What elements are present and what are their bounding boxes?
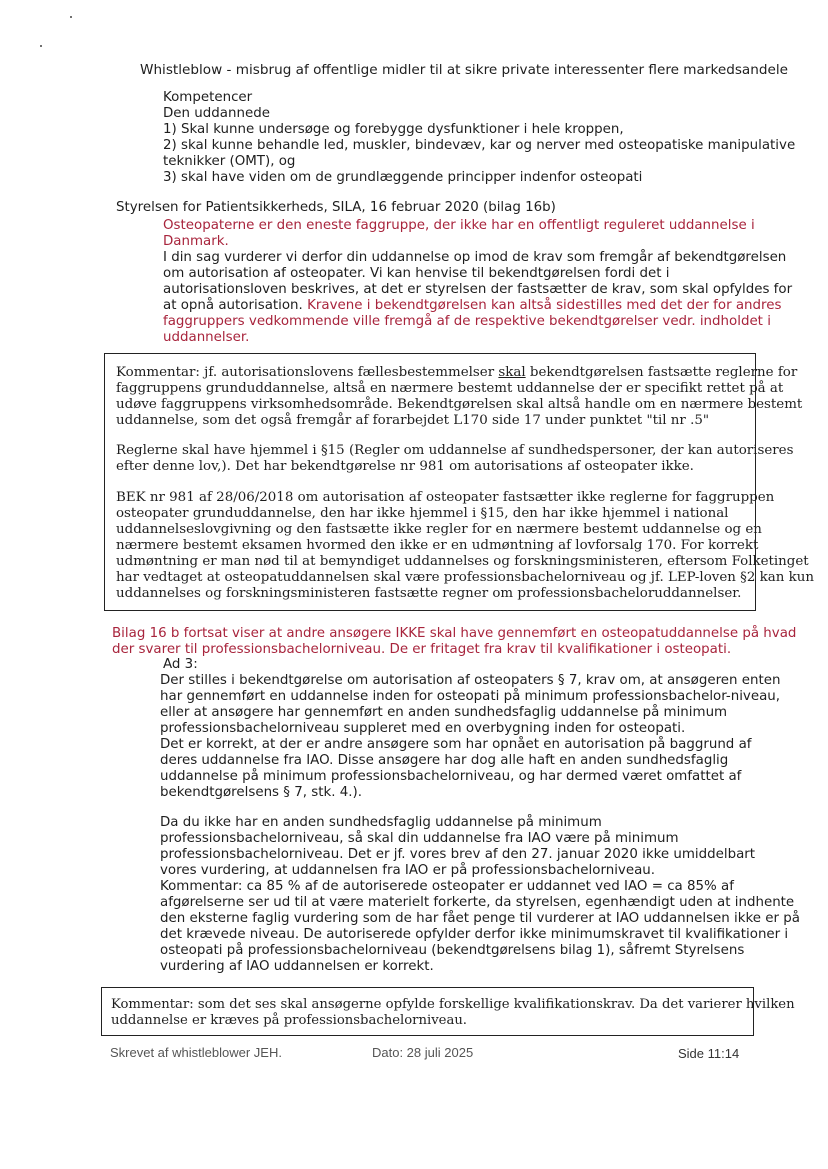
comment-2-line: Kommentar: som det ses skal ansøgerne opfylde forskellige kvalifikationskrav. Da det varierer hvilken xyxy=(111,997,795,1012)
footer-date: Dato: 28 juli 2025 xyxy=(372,1045,474,1060)
bilag-line: Da du ikke har en anden sundhedsfaglig uddannelse på minimum xyxy=(160,815,602,830)
styrelsen-red-line: faggruppers vedkommende ville fremgå af de respektive bekendtgørelser vedr. indholdet i xyxy=(163,314,771,329)
styrelsen-mixed-red: Kravene i bekendtgørelsen kan altså sidestilles med det der for andres xyxy=(307,298,782,313)
bilag-line: den eksterne faglig vurdering som de har fået penge til vurderer at IAO uddannelsen ikke er på xyxy=(160,911,800,926)
styrelsen-line: om autorisation af osteopater. Vi kan henvise til bekendtgørelsen fordi det i xyxy=(163,266,670,281)
bilag-line: Der stilles i bekendtgørelse om autorisation af osteopaters § 7, krav om, at ansøgeren enten xyxy=(160,673,781,688)
comment-1-line: BEK nr 981 af 28/06/2018 om autorisation af osteopater fastsætter ikke reglerne for faggruppen xyxy=(116,490,775,505)
comment-1-line: uddannelseslovgivning og den fastsætte ikke regler for en nærmere bestemt uddannelse og en xyxy=(116,522,762,537)
footer-author: Skrevet af whistleblower JEH. xyxy=(110,1045,282,1060)
styrelsen-red-line: Danmark. xyxy=(163,234,229,249)
styrelsen-line: autorisationsloven beskrives, at det er styrelsen der fastsætter de krav, som skal opfyldes for xyxy=(163,282,793,297)
comment-2-line: uddannelse er kræves på professionsbachelorniveau. xyxy=(111,1013,467,1028)
bilag-line: det krævede niveau. De autoriserede opfylder derfor ikke minimumskravet til kvalifikationer i xyxy=(160,927,789,942)
competency-line: teknikker (OMT), og xyxy=(163,154,296,169)
comment-1-line: efter denne lov,). Det har bekendtgørelse nr 981 om autorisations af osteopater ikke. xyxy=(116,459,694,474)
comment-1-line xyxy=(116,365,797,381)
competency-line: Den uddannede xyxy=(163,106,270,121)
bilag-line: eller at ansøgere har gennemført en anden sundhedsfaglig uddannelse på minimum xyxy=(160,705,728,720)
comment-1-line: Reglerne skal have hjemmel i §15 (Regler om uddannelse af sundhedspersoner, der kan autoriseres xyxy=(116,443,794,458)
bilag-line: professionsbachelorniveau suppleret med en overbygning inden for osteopati. xyxy=(160,721,686,736)
competency-line: Kompetencer xyxy=(163,90,253,105)
comment-1-post: bekendtgørelsen fastsætte reglerne for xyxy=(529,365,798,380)
comment-1-line: faggruppens grunduddannelse, altså en nærmere bestemt uddannelse der er specifikt rettet på at xyxy=(116,381,784,396)
styrelsen-red-line: uddannelser. xyxy=(163,330,250,345)
styrelsen-red-line: Osteopaterne er den eneste faggruppe, der ikke har en offentligt reguleret uddannelse i xyxy=(163,218,755,233)
footer-page-number: Side 11:14 xyxy=(678,1046,740,1061)
bilag-line: deres uddannelse fra IAO. Disse ansøgere har dog alle haft en anden sundhedsfaglig xyxy=(160,753,729,768)
comment-1-line: nærmere bestemt eksamen hvormed den ikke er en udmøntning af lovforsalg 170. For korrekt xyxy=(116,538,759,553)
styrelsen-heading: Styrelsen for Patientsikkerheds, SILA, 16 februar 2020 (bilag 16b) xyxy=(116,200,556,215)
page-title: Whistleblow - misbrug af offentlige midler til at sikre private interessenter flere markedsandele xyxy=(140,62,789,78)
styrelsen-line: I din sag vurderer vi derfor din uddannelse op imod de krav som fremgår af bekendtgørelsen xyxy=(163,250,787,265)
bilag-red-line: der svarer til professionsbachelorniveau. De er fritaget fra krav til kvalifikationer i osteopati. xyxy=(112,642,732,657)
bilag-line: osteopati på professionsbachelorniveau (bekendtgørelsens bilag 1), såfremt Styrelsens xyxy=(160,943,745,958)
comment-1-line: udøve faggruppens virksomhedsområde. Bekendtgørelsen skal altså handle om en nærmere bestemt xyxy=(116,397,803,412)
competency-line: 2) skal kunne behandle led, muskler, bindevæv, kar og nerver med osteopatiske manipulative xyxy=(163,138,796,153)
competency-line: 3) skal have viden om de grundlæggende principper indenfor osteopati xyxy=(163,170,643,185)
styrelsen-mixed-black: at opnå autorisation. xyxy=(163,298,303,313)
comment-1-line: har vedtaget at osteopatuddannelsen skal være professionsbachelorniveau og jf. LEP-loven §2 kan kun xyxy=(116,570,814,585)
bilag-red-line: Bilag 16 b fortsat viser at andre ansøgere IKKE skal have gennemført en osteopatuddannelse på hvad xyxy=(112,626,797,641)
bilag-line: Det er korrekt, at der er andre ansøgere som har opnået en autorisation på baggrund af xyxy=(160,737,752,752)
scan-speck xyxy=(40,45,42,47)
bilag-line: har gennemført en uddannelse inden for osteopati på minimum professionsbachelor-niveau, xyxy=(160,689,781,704)
bilag-line: afgørelserne ser ud til at være materielt forkerte, da styrelsen, egenhændigt uden at indhente xyxy=(160,895,795,910)
comment-1-line: uddannelses og forskningsministeren fastsætte regner om professionsbacheloruddannelser. xyxy=(116,586,742,601)
bilag-line: professionsbachelorniveau. Det er jf. vores brev af den 27. januar 2020 ikke umiddelbart xyxy=(160,847,756,862)
comment-1-line: udmøntning er man nød til at bemyndiget uddannelses og forskningsministeren, eftersom Folketinget xyxy=(116,554,809,569)
bilag-line: vores vurdering, at uddannelsen fra IAO er på professionsbachelorniveau. xyxy=(160,863,656,878)
comment-1-line: uddannelse, som det også fremgår af forarbejdet L170 side 17 under punktet "til nr .5" xyxy=(116,413,710,428)
styrelsen-mixed-line xyxy=(163,298,781,314)
bilag-ad3-label: Ad 3: xyxy=(163,657,198,672)
comment-1-pre: Kommentar: jf. autorisationslovens fællesbestemmelser xyxy=(116,365,495,380)
comment-1-line: osteopater grunduddannelse, den har ikke hjemmel i §15, den har ikke hjemmel i national xyxy=(116,506,729,521)
bilag-line: professionsbachelorniveau, så skal din uddannelse fra IAO være på minimum xyxy=(160,831,679,846)
comment-1-underlined: skal xyxy=(498,365,526,380)
competency-line: 1) Skal kunne undersøge og forebygge dysfunktioner i hele kroppen, xyxy=(163,122,624,137)
bilag-line: vurdering af IAO uddannelsen er korrekt. xyxy=(160,959,434,974)
scan-speck xyxy=(70,16,72,18)
bilag-line: uddannelse på minimum professionsbachelorniveau, og har dermed været omfattet af xyxy=(160,769,742,784)
bilag-line: bekendtgørelsens § 7, stk. 4.). xyxy=(160,785,363,800)
bilag-line: Kommentar: ca 85 % af de autoriserede osteopater er uddannet ved IAO = ca 85% af xyxy=(160,879,734,894)
